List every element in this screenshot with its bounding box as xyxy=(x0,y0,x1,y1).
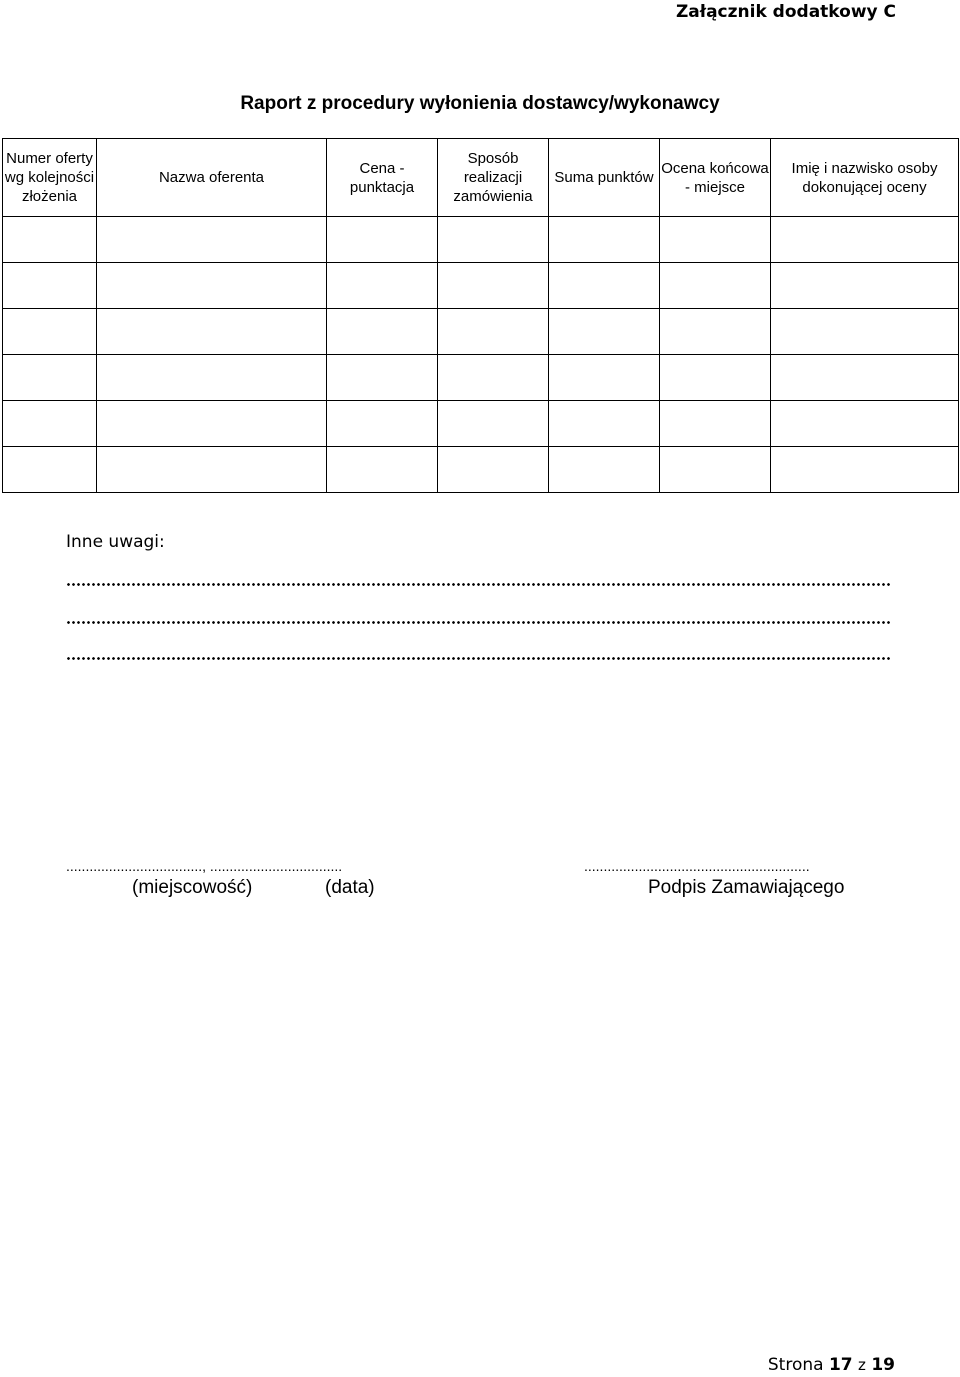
report-table xyxy=(2,138,959,493)
table-cell xyxy=(97,401,327,447)
page-footer xyxy=(768,1355,895,1375)
table-cell xyxy=(771,447,959,493)
page-title: Raport z procedury wyłonienia dostawcy/wykonawcy xyxy=(240,93,720,114)
table-cell xyxy=(97,263,327,309)
table-cell xyxy=(771,263,959,309)
remarks-label: Inne uwagi: xyxy=(66,532,165,552)
table-cell xyxy=(438,309,549,355)
page-word: Strona xyxy=(767,1355,824,1375)
attachment-label: Załącznik dodatkowy C xyxy=(675,2,896,22)
table-row xyxy=(3,263,959,309)
table-cell xyxy=(327,355,438,401)
signature-label: Podpis Zamawiającego xyxy=(648,877,845,898)
table-cell xyxy=(549,447,660,493)
table-cell xyxy=(438,447,549,493)
table-row xyxy=(3,309,959,355)
table-cell xyxy=(771,217,959,263)
table-cell xyxy=(97,355,327,401)
table-cell xyxy=(438,263,549,309)
table-cell xyxy=(660,447,771,493)
of-word: z xyxy=(858,1356,866,1374)
table-cell xyxy=(327,447,438,493)
table-cell xyxy=(3,401,97,447)
table-cell xyxy=(549,401,660,447)
table-cell xyxy=(660,355,771,401)
table-cell xyxy=(549,309,660,355)
place-date-dots: ..................................., .................................. xyxy=(66,858,343,874)
date-label: (data) xyxy=(325,877,375,898)
column-header-offer-number: Numer oferty wg kolejności złożenia xyxy=(3,139,97,217)
table-cell xyxy=(771,309,959,355)
column-header-evaluator-name: Imię i nazwisko osoby dokonującej oceny xyxy=(771,139,959,217)
table-cell xyxy=(3,263,97,309)
table-cell xyxy=(97,447,327,493)
place-label: (miejscowość) xyxy=(132,877,253,898)
table-row xyxy=(3,217,959,263)
table-cell xyxy=(660,309,771,355)
table-cell xyxy=(660,217,771,263)
signature-dots: .......................................................... xyxy=(584,858,810,874)
table-cell xyxy=(3,447,97,493)
table-cell xyxy=(549,263,660,309)
table-cell xyxy=(438,401,549,447)
column-header-bidder-name: Nazwa oferenta xyxy=(97,139,327,217)
table-cell xyxy=(660,401,771,447)
table-cell xyxy=(327,309,438,355)
table-cell xyxy=(660,263,771,309)
remarks-line-1 xyxy=(66,583,892,586)
column-header-final-rank: Ocena końcowa - miejsce xyxy=(660,139,771,217)
table-cell xyxy=(3,309,97,355)
table-cell xyxy=(549,355,660,401)
table-header-row xyxy=(3,139,959,217)
table-cell xyxy=(327,263,438,309)
table-cell xyxy=(327,217,438,263)
table-cell xyxy=(549,217,660,263)
page-number: 17 xyxy=(828,1355,853,1375)
column-header-total-points: Suma punktów xyxy=(549,139,660,217)
remarks-line-2 xyxy=(66,621,892,624)
remarks-line-3 xyxy=(66,657,892,660)
page-total: 19 xyxy=(871,1355,895,1375)
table-row xyxy=(3,355,959,401)
table-cell xyxy=(327,401,438,447)
table-cell xyxy=(771,401,959,447)
table-cell xyxy=(771,355,959,401)
table-cell xyxy=(97,217,327,263)
table-row xyxy=(3,401,959,447)
column-header-price-score: Cena - punktacja xyxy=(327,139,438,217)
table-cell xyxy=(3,355,97,401)
table-cell xyxy=(97,309,327,355)
table-cell xyxy=(3,217,97,263)
column-header-execution-method: Sposób realizacji zamówienia xyxy=(438,139,549,217)
table-cell xyxy=(438,217,549,263)
table-cell xyxy=(438,355,549,401)
table-row xyxy=(3,447,959,493)
